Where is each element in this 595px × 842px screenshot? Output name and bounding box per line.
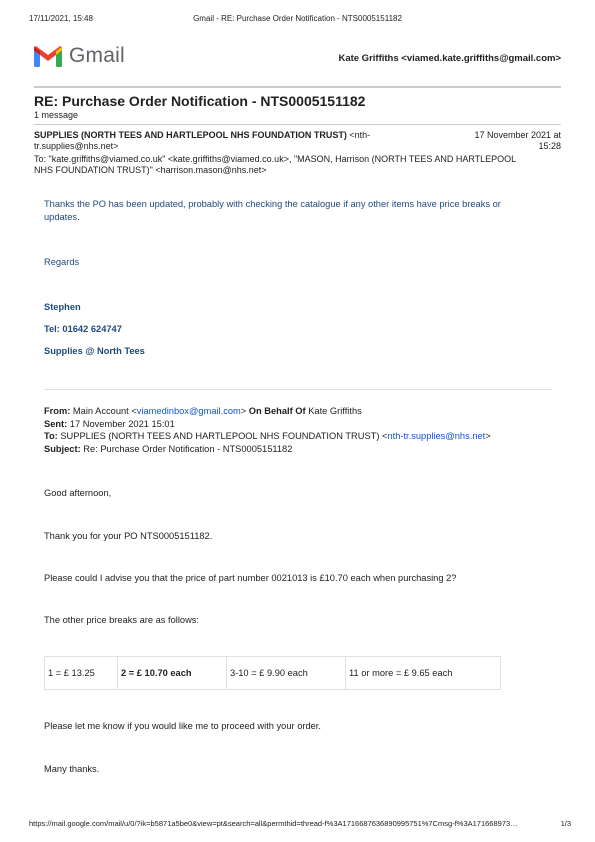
to-line1: To: "kate.griffiths@viamed.co.uk" <kate.griffiths@viamed.co.uk>, "MASON, Harrison (NORTH TEES AND HARTLEPOOL — [34, 154, 517, 164]
quoted-sent-value: 17 November 2021 15:01 — [67, 418, 175, 429]
quote-divider — [44, 389, 552, 390]
sender-email-part1: <nth- — [346, 130, 371, 140]
account-name: Kate Griffiths <viamed.kate.griffiths@gmail.com> — [338, 53, 561, 64]
quoted-subject-label: Subject: — [44, 443, 81, 454]
quoted-from-name: Main Account < — [70, 406, 137, 416]
price-break-cell: 1 = £ 13.25 — [45, 657, 118, 690]
quoted-from-label: From: — [44, 406, 71, 416]
gmail-logo[interactable] — [33, 44, 125, 68]
print-title: Gmail - RE: Purchase Order Notification - NTS0005151182 — [193, 14, 402, 23]
message-date-line2: 15:28 — [538, 141, 561, 151]
quoted-from-email-link[interactable]: viamedinbox@gmail.com — [136, 406, 241, 416]
quoted-sent-label: Sent: — [44, 418, 68, 429]
behalf-name: Kate Griffiths — [305, 406, 362, 416]
reply-line2: updates. — [44, 212, 80, 222]
reply-body — [44, 198, 544, 224]
subject-divider — [34, 124, 561, 125]
print-datetime: 17/11/2021, 15:48 — [29, 14, 93, 23]
message-from — [34, 130, 434, 152]
thread-subject: RE: Purchase Order Notification - NTS0005151182 — [34, 93, 366, 109]
proceed-request: Please let me know if you would like me to proceed with your order. — [44, 721, 321, 731]
signature-tel: Tel: 01642 624747 — [44, 324, 122, 334]
thanks-po: Thank you for your PO NTS0005151182. — [44, 531, 213, 541]
page-number: 1/3 — [560, 819, 571, 828]
message-date-line1: 17 November 2021 at — [474, 130, 561, 140]
print-url: https://mail.google.com/mail/u/0/?ik=b5871a5be0&view=pt&search=all&permthid=thread-f%3A1716687636890995751%7Cmsg-f%3A171668973… — [29, 819, 518, 828]
gmail-wordmark: Gmail — [69, 44, 125, 67]
quoted-to-close: > — [485, 431, 491, 441]
price-break-cell: 2 = £ 10.70 each — [118, 657, 227, 690]
price-breaks-intro: The other price breaks are as follows: — [44, 615, 200, 625]
message-count: 1 message — [34, 110, 79, 120]
signature-name: Stephen — [44, 302, 81, 312]
message-date — [451, 130, 561, 152]
quoted-to-name: SUPPLIES (NORTH TEES AND HARTLEPOOL NHS FOUNDATION TRUST) < — [57, 431, 388, 441]
signature-dept: Supplies @ North Tees — [44, 346, 145, 356]
quoted-from-close: > — [240, 406, 247, 416]
table-row — [45, 657, 501, 690]
price-break-cell: 11 or more = £ 9.65 each — [346, 657, 501, 690]
price-advice: Please could I advise you that the price of part number 0021013 is £10.70 each when purchasing 2? — [44, 573, 457, 583]
price-break-cell: 3-10 = £ 9.90 each — [227, 657, 346, 690]
reply-line1: Thanks the PO has been updated, probably with checking the catalogue if any other items have price breaks or — [44, 199, 501, 209]
greeting: Good afternoon, — [44, 488, 112, 498]
price-breaks-table — [44, 656, 501, 690]
gmail-logo-icon — [33, 45, 63, 68]
quoted-header — [44, 405, 554, 455]
message-to — [34, 154, 564, 176]
reply-regards: Regards — [44, 257, 80, 267]
header-divider — [34, 86, 561, 88]
quoted-to-email-link[interactable]: nth-tr.supplies@nhs.net — [387, 431, 486, 441]
sender-name: SUPPLIES (NORTH TEES AND HARTLEPOOL NHS FOUNDATION TRUST) — [34, 130, 347, 140]
quoted-to-label: To: — [44, 431, 58, 441]
sender-email-part2: tr.supplies@nhs.net> — [34, 141, 119, 151]
quoted-subject-value: Re: Purchase Order Notification - NTS0005151182 — [80, 443, 293, 454]
closing: Many thanks. — [44, 764, 100, 774]
to-line2: NHS FOUNDATION TRUST)" <harrison.mason@nhs.net> — [34, 165, 267, 175]
behalf-label: On Behalf Of — [246, 406, 306, 416]
